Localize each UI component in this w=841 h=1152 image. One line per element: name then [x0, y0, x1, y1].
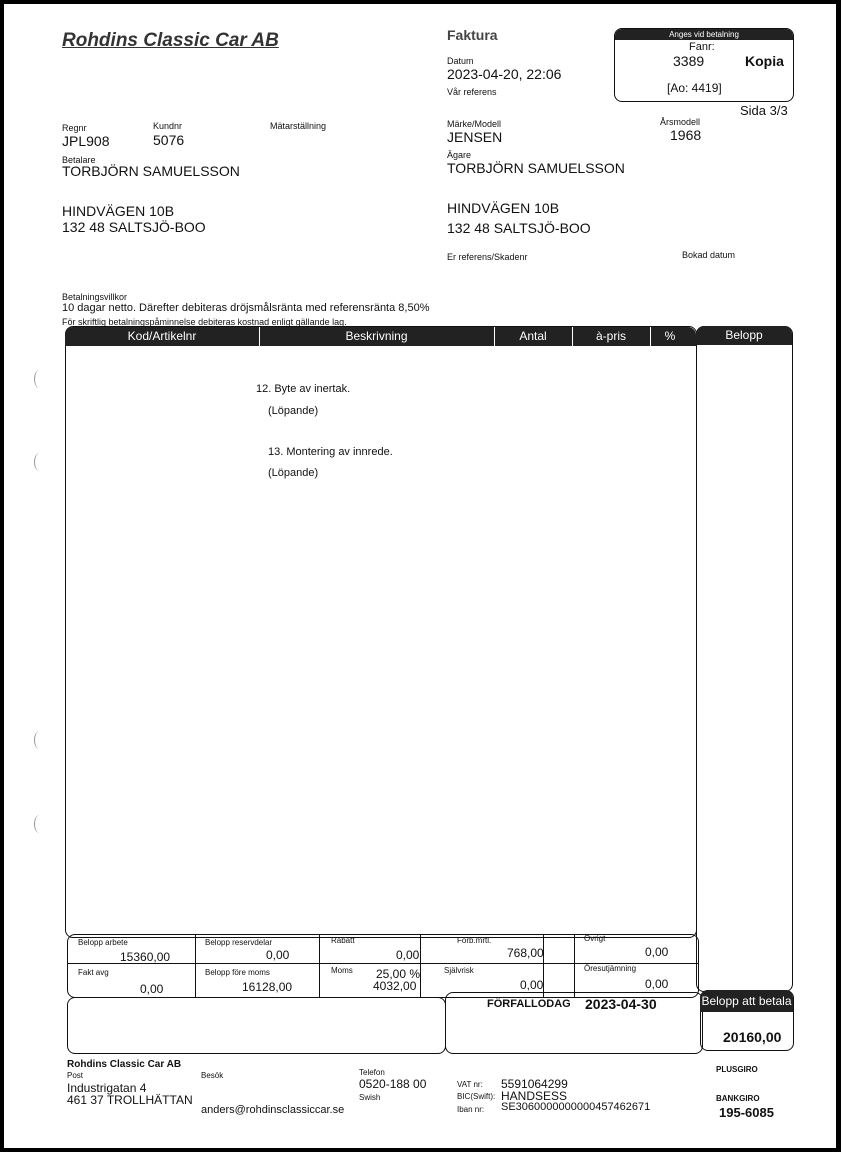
invoice-no: 3389	[673, 53, 705, 69]
swish-label: Swish	[359, 1093, 381, 1102]
col-code-header: Kod/Artikelnr	[127, 329, 197, 343]
terms-label: Betalningsvillkor	[62, 292, 128, 302]
due-date-box	[445, 992, 703, 1054]
year: 1968	[670, 127, 702, 143]
col-qty-header: Antal	[519, 329, 547, 343]
order-ref: [Ao: 4419]	[667, 81, 722, 95]
parts-label: Belopp reservdelar	[205, 938, 273, 947]
regnr: JPL908	[62, 133, 110, 149]
items-header	[65, 327, 696, 346]
payer-city: 132 48 SALTSJÖ-BOO	[62, 219, 206, 235]
page-number: Sida 3/3	[740, 103, 788, 118]
payment-box-header: Anges vid betalning	[615, 29, 793, 40]
discount-label: Rabatt	[331, 936, 355, 945]
items-box	[65, 326, 697, 938]
owner-street: HINDVÄGEN 10B	[447, 200, 560, 216]
due-date: 2023-04-30	[585, 996, 657, 1012]
pre-vat-amount: 16128,00	[242, 980, 293, 994]
col-description-header: Beskrivning	[345, 329, 408, 343]
line-item: 13. Montering av innrede.	[268, 446, 393, 458]
col-unit-price-header: à-pris	[595, 329, 626, 343]
rounding-amount: 0,00	[645, 977, 669, 991]
payer-street: HINDVÄGEN 10B	[62, 203, 175, 219]
invoice-date: 2023-04-20, 22:06	[447, 66, 562, 82]
vat-amount: 4032,00	[373, 979, 417, 993]
punch-hole	[34, 370, 45, 388]
parts-amount: 0,00	[266, 948, 290, 962]
amount-header: Belopp	[696, 326, 792, 345]
invoice-fee-label: Fakt avg	[78, 968, 109, 977]
scan-border-bottom	[0, 1148, 841, 1152]
invoice-no-label: Fanr:	[689, 41, 715, 53]
footer-city: 461 37 TROLLHÄTTAN	[67, 1093, 193, 1107]
footer-street: Industrigatan 4	[67, 1081, 147, 1095]
vat-no-label: VAT nr:	[457, 1080, 483, 1089]
pay-header: Belopp att betala	[700, 990, 793, 1012]
punch-hole	[34, 815, 45, 833]
regnr-label: Regnr	[62, 123, 87, 133]
our-ref-label: Vår referens	[447, 87, 497, 97]
pre-vat-label: Belopp före moms	[205, 968, 270, 977]
date-label: Datum	[447, 56, 474, 66]
footer-phone: 0520-188 00	[359, 1077, 427, 1091]
iban-label: Iban nr:	[457, 1105, 485, 1114]
kundnr-label: Kundnr	[153, 121, 183, 131]
vat-no: 5591064299	[501, 1077, 568, 1091]
col-percent-header: %	[664, 329, 676, 343]
discount-amount: 0,00	[396, 948, 420, 962]
phone-label: Telefon	[359, 1068, 385, 1077]
scan-border-top	[0, 0, 841, 4]
vat-label: Moms	[331, 966, 353, 975]
terms-line-1: 10 dagar netto. Därefter debiteras dröjsmålsränta med referensränta 8,50%	[62, 302, 430, 314]
labor-amount: 15360,00	[120, 950, 171, 964]
notes-box	[67, 997, 446, 1054]
punch-hole	[34, 453, 45, 471]
amount-box	[696, 326, 793, 992]
visit-label: Besök	[201, 1071, 224, 1080]
your-ref-label: Er referens/Skadenr	[447, 252, 528, 262]
line-item: 12. Byte av inertak.	[256, 383, 351, 395]
consumables-amount: 768,00	[507, 946, 544, 960]
scan-border-left	[0, 0, 4, 1152]
post-label: Post	[67, 1071, 84, 1080]
company-title: Rohdins Classic Car AB	[62, 30, 279, 51]
rounding-label: Öresutjämning	[584, 964, 637, 973]
odometer-label: Mätarställning	[270, 121, 327, 131]
plusgiro-label: PLUSGIRO	[716, 1065, 758, 1074]
payer-label: Betalare	[62, 155, 96, 165]
labor-label: Belopp arbete	[78, 938, 128, 947]
line-item: (Löpande)	[268, 405, 319, 417]
other-amount: 0,00	[645, 945, 669, 959]
terms-line-2: För skriftlig betalningspåminnelse debiteras kostnad enligt gällande lag.	[62, 317, 347, 327]
other-label: Övrigt	[584, 934, 606, 943]
invoice-fee-amount: 0,00	[140, 982, 164, 996]
kundnr: 5076	[153, 132, 185, 148]
bic-label: BIC(Swift):	[457, 1092, 496, 1101]
year-label: Årsmodell	[660, 117, 701, 127]
scan-border-right	[836, 0, 841, 1152]
bankgiro: 195-6085	[719, 1105, 774, 1120]
footer-company: Rohdins Classic Car AB	[67, 1059, 182, 1070]
model-label: Märke/Modell	[447, 119, 502, 129]
due-date-label: FÖRFALLODAG	[487, 998, 571, 1010]
bic: HANDSESS	[501, 1089, 568, 1103]
owner-label: Ägare	[447, 150, 472, 160]
payer-name: TORBJÖRN SAMUELSSON	[62, 163, 240, 179]
payment-ref-box	[614, 28, 794, 102]
amount-to-pay: 20160,00	[723, 1029, 782, 1045]
owner-city: 132 48 SALTSJÖ-BOO	[447, 220, 591, 236]
owner-name: TORBJÖRN SAMUELSSON	[447, 160, 625, 176]
iban: SE3060000000000457462671	[501, 1101, 651, 1113]
copy-label: Kopia	[745, 53, 784, 69]
invoice-title: Faktura	[447, 27, 498, 43]
deductible-label: Självrisk	[444, 966, 474, 975]
consumables-label: Förb.mrtl.	[457, 936, 492, 945]
punch-hole	[34, 731, 45, 749]
deductible-amount: 0,00	[520, 978, 544, 992]
vat-rate: 25,00 %	[376, 967, 421, 981]
model: JENSEN	[447, 129, 503, 145]
bankgiro-label: BANKGIRO	[716, 1094, 760, 1103]
footer-email: anders@rohdinsclassiccar.se	[201, 1104, 345, 1116]
booked-date-label: Bokad datum	[682, 250, 736, 260]
line-item: (Löpande)	[268, 467, 319, 479]
